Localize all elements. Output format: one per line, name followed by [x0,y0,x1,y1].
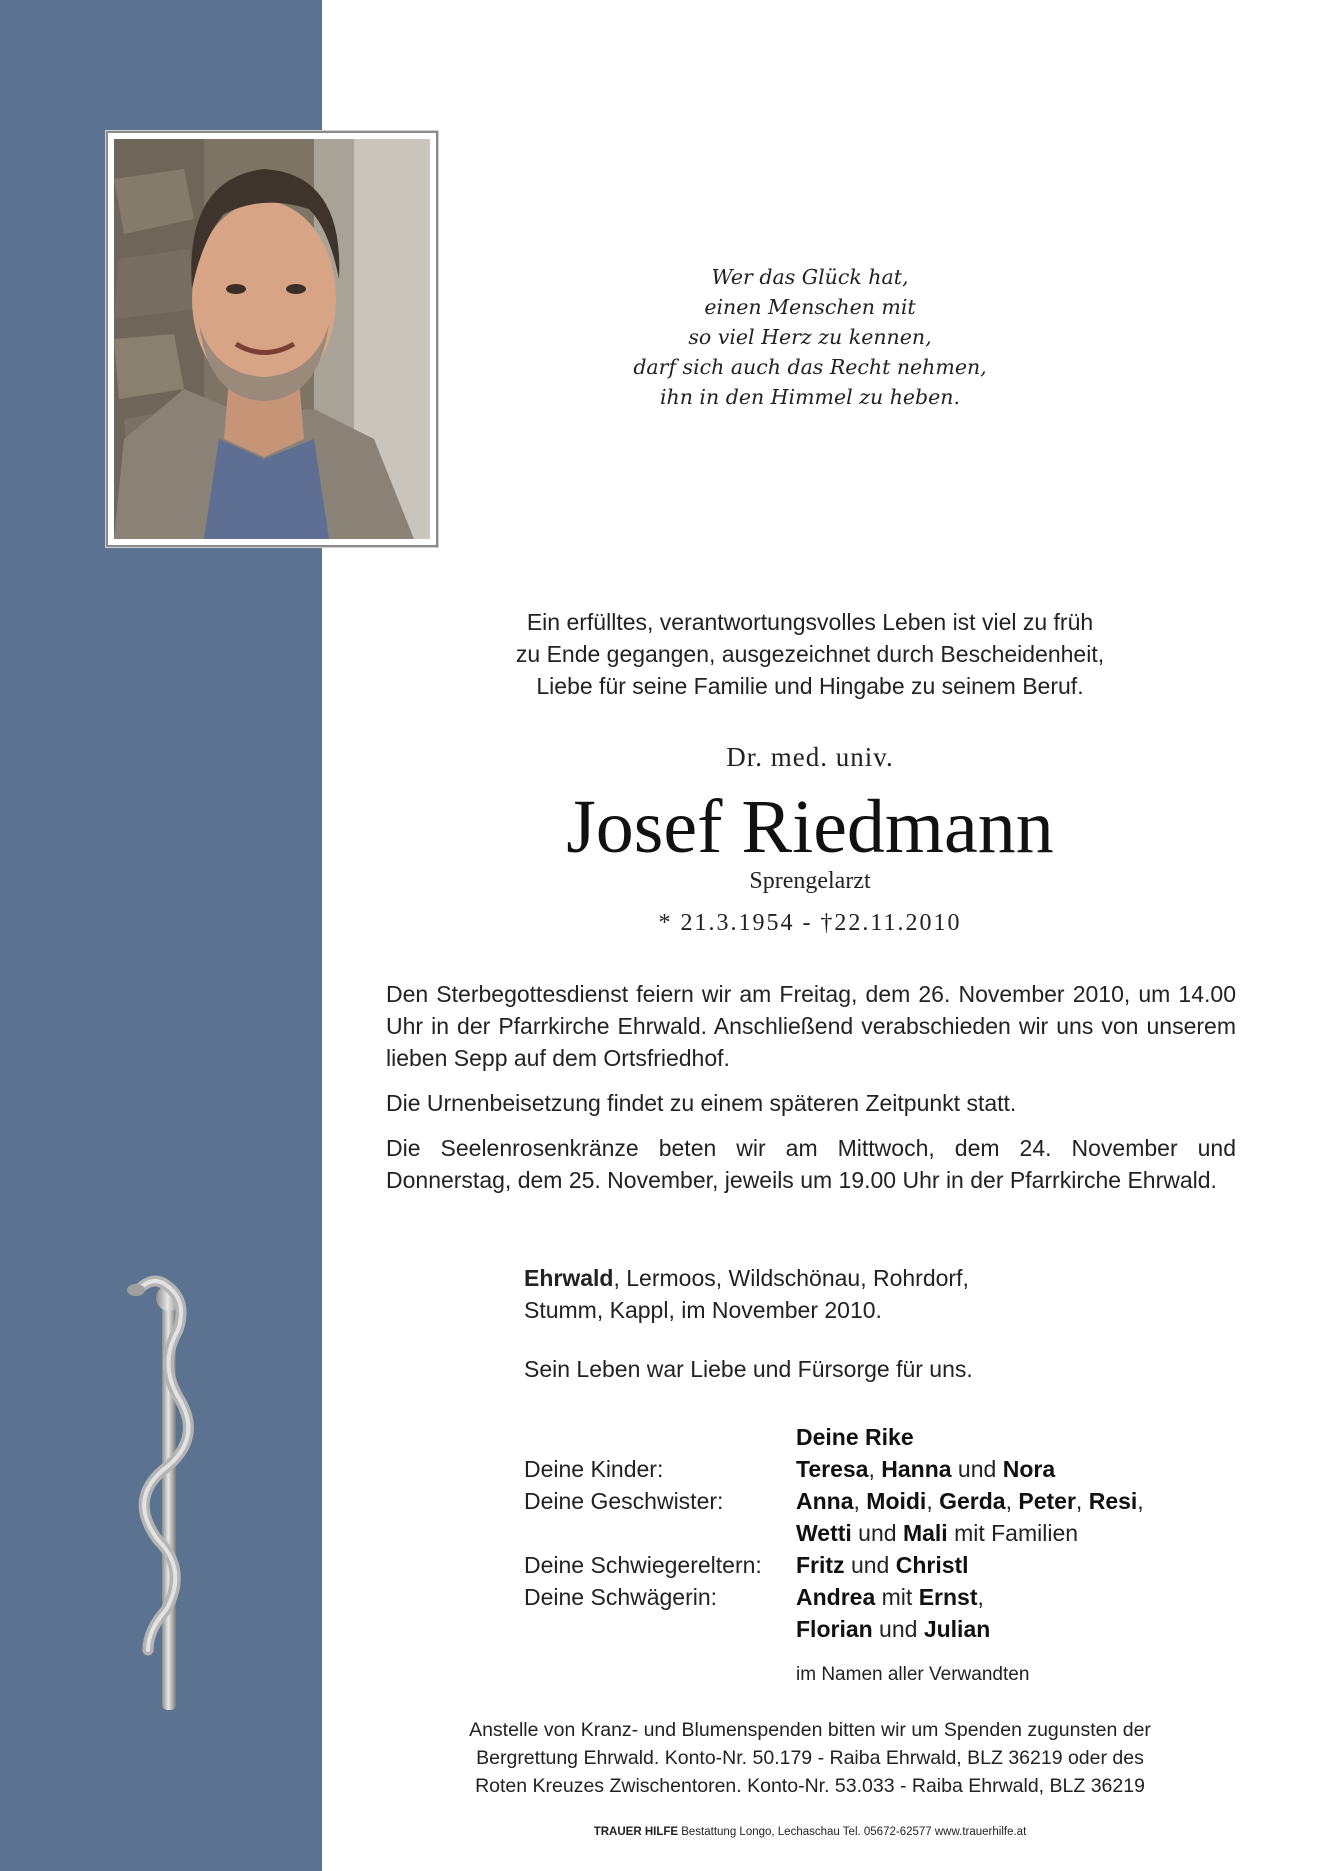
donation-request [410,1716,1210,1800]
deceased-role: Sprengelarzt [749,868,871,894]
mourner-name: Florian [796,1616,873,1642]
family-row [524,1421,1244,1453]
mourner-name: Gerda [939,1488,1006,1514]
wife-name: Deine Rike [796,1424,914,1450]
donation-line: Roten Kreuzes Zwischentoren. Konto-Nr. 53.033 - Raiba Ehrwald, BLZ 36219 [475,1775,1145,1797]
separator: mit Familien [947,1520,1079,1546]
separator: , [853,1488,867,1514]
separator: , [926,1488,940,1514]
mourner-name: Moidi [866,1488,927,1514]
mourner-name: Peter [1018,1488,1076,1514]
separator: und [872,1616,924,1642]
donation-line: Bergrettung Ehrwald. Konto-Nr. 50.179 - Raiba Ehrwald, BLZ 36219 oder des [476,1747,1144,1769]
family-row [524,1613,1244,1645]
mourner-name: Nora [1002,1456,1056,1482]
separator: und [951,1456,1003,1482]
portrait-image [114,139,430,539]
family-row [524,1581,1244,1613]
separator: , [1005,1488,1019,1514]
mourner-name: Andrea [796,1584,876,1610]
place-main: Ehrwald [524,1265,614,1291]
mourner-name: Hanna [881,1456,952,1482]
life-dates: * 21.3.1954 - †22.11.2010 [658,910,962,936]
family-row [524,1517,1244,1549]
mourner-name: Christl [895,1552,969,1578]
quote-line: Wer das Glück hat, [711,265,909,289]
sisterinlaw-label: Deine Schwägerin: [524,1584,718,1610]
memorial-quote [560,262,1060,412]
mourner-name: Mali [902,1520,948,1546]
closing-line: Sein Leben war Liebe und Fürsorge für uns. [524,1356,973,1382]
mourner-name: Resi [1088,1488,1138,1514]
deceased-name: Josef Riedmann [566,785,1054,869]
separator: und [851,1520,903,1546]
mourner-name: Teresa [796,1456,869,1482]
mourner-name: Anna [796,1488,854,1514]
relatives-note: im Namen aller Verwandten [796,1664,1030,1685]
mourners-list [524,1421,1244,1645]
service-details [386,978,1236,1209]
siblings-label: Deine Geschwister: [524,1488,724,1514]
footer-brand: TRAUER HILFE [593,1826,679,1838]
places-rest: , Lermoos, Wildschönau, Rohrdorf, [613,1265,969,1291]
mourner-name: Fritz [796,1552,845,1578]
intro-text [440,606,1180,702]
quote-line: darf sich auch das Recht nehmen, [633,355,987,379]
mourner-name: Julian [923,1616,991,1642]
rosary-paragraph: Die Seelenrosenkränze beten wir am Mittwoch, dem 24. November und Donnerstag, dem 25. November, jeweils um 19.00 Uhr in der Pfarrkirche Ehrwald. [386,1135,1236,1193]
quote-line: so viel Herz zu kennen, [688,325,932,349]
quote-line: einen Menschen mit [704,295,916,319]
places-date [524,1262,1164,1326]
places-line2: Stumm, Kappl, im November 2010. [524,1297,882,1323]
family-row [524,1453,1244,1485]
intro-line: zu Ende gegangen, ausgezeichnet durch Bescheidenheit, [515,641,1105,667]
portrait-photo [114,139,430,539]
separator: , [977,1584,984,1610]
mourner-name: Ernst [918,1584,978,1610]
family-row [524,1549,1244,1581]
donation-line: Anstelle von Kranz- und Blumenspenden bitten wir um Spenden zugunsten der [469,1719,1151,1741]
academic-title: Dr. med. univ. [726,742,894,772]
burial-paragraph: Die Urnenbeisetzung findet zu einem späteren Zeitpunkt statt. [386,1090,1017,1116]
intro-line: Liebe für seine Familie und Hingabe zu seinem Beruf. [536,673,1084,699]
children-label: Deine Kinder: [524,1456,664,1482]
portrait-frame [106,131,438,547]
separator: und [844,1552,896,1578]
mourner-name: Wetti [796,1520,852,1546]
separator: mit [875,1584,919,1610]
separator: , [868,1456,882,1482]
separator: , [1075,1488,1089,1514]
quote-line: ihn in den Himmel zu heben. [659,385,961,409]
inlaws-label: Deine Schwiegereltern: [524,1552,762,1578]
service-paragraph: Den Sterbegottesdienst feiern wir am Freitag, dem 26. November 2010, um 14.00 Uhr in der Pfarrkirche Ehrwald. Anschließend verabschieden wir uns von unserem lieben Sepp auf dem Ortsfriedhof. [386,981,1236,1071]
footer-credit [440,1826,1180,1838]
intro-line: Ein erfülltes, verantwortungsvolles Leben ist viel zu früh [526,609,1094,635]
footer-text: Bestattung Longo, Lechaschau Tel. 05672-62577 www.trauerhilfe.at [678,1826,1027,1838]
rod-of-asclepius-icon [118,1270,228,1720]
family-row: Deine Geschwister: Anna, Moidi, Gerda, Peter, Resi, [524,1485,1244,1517]
